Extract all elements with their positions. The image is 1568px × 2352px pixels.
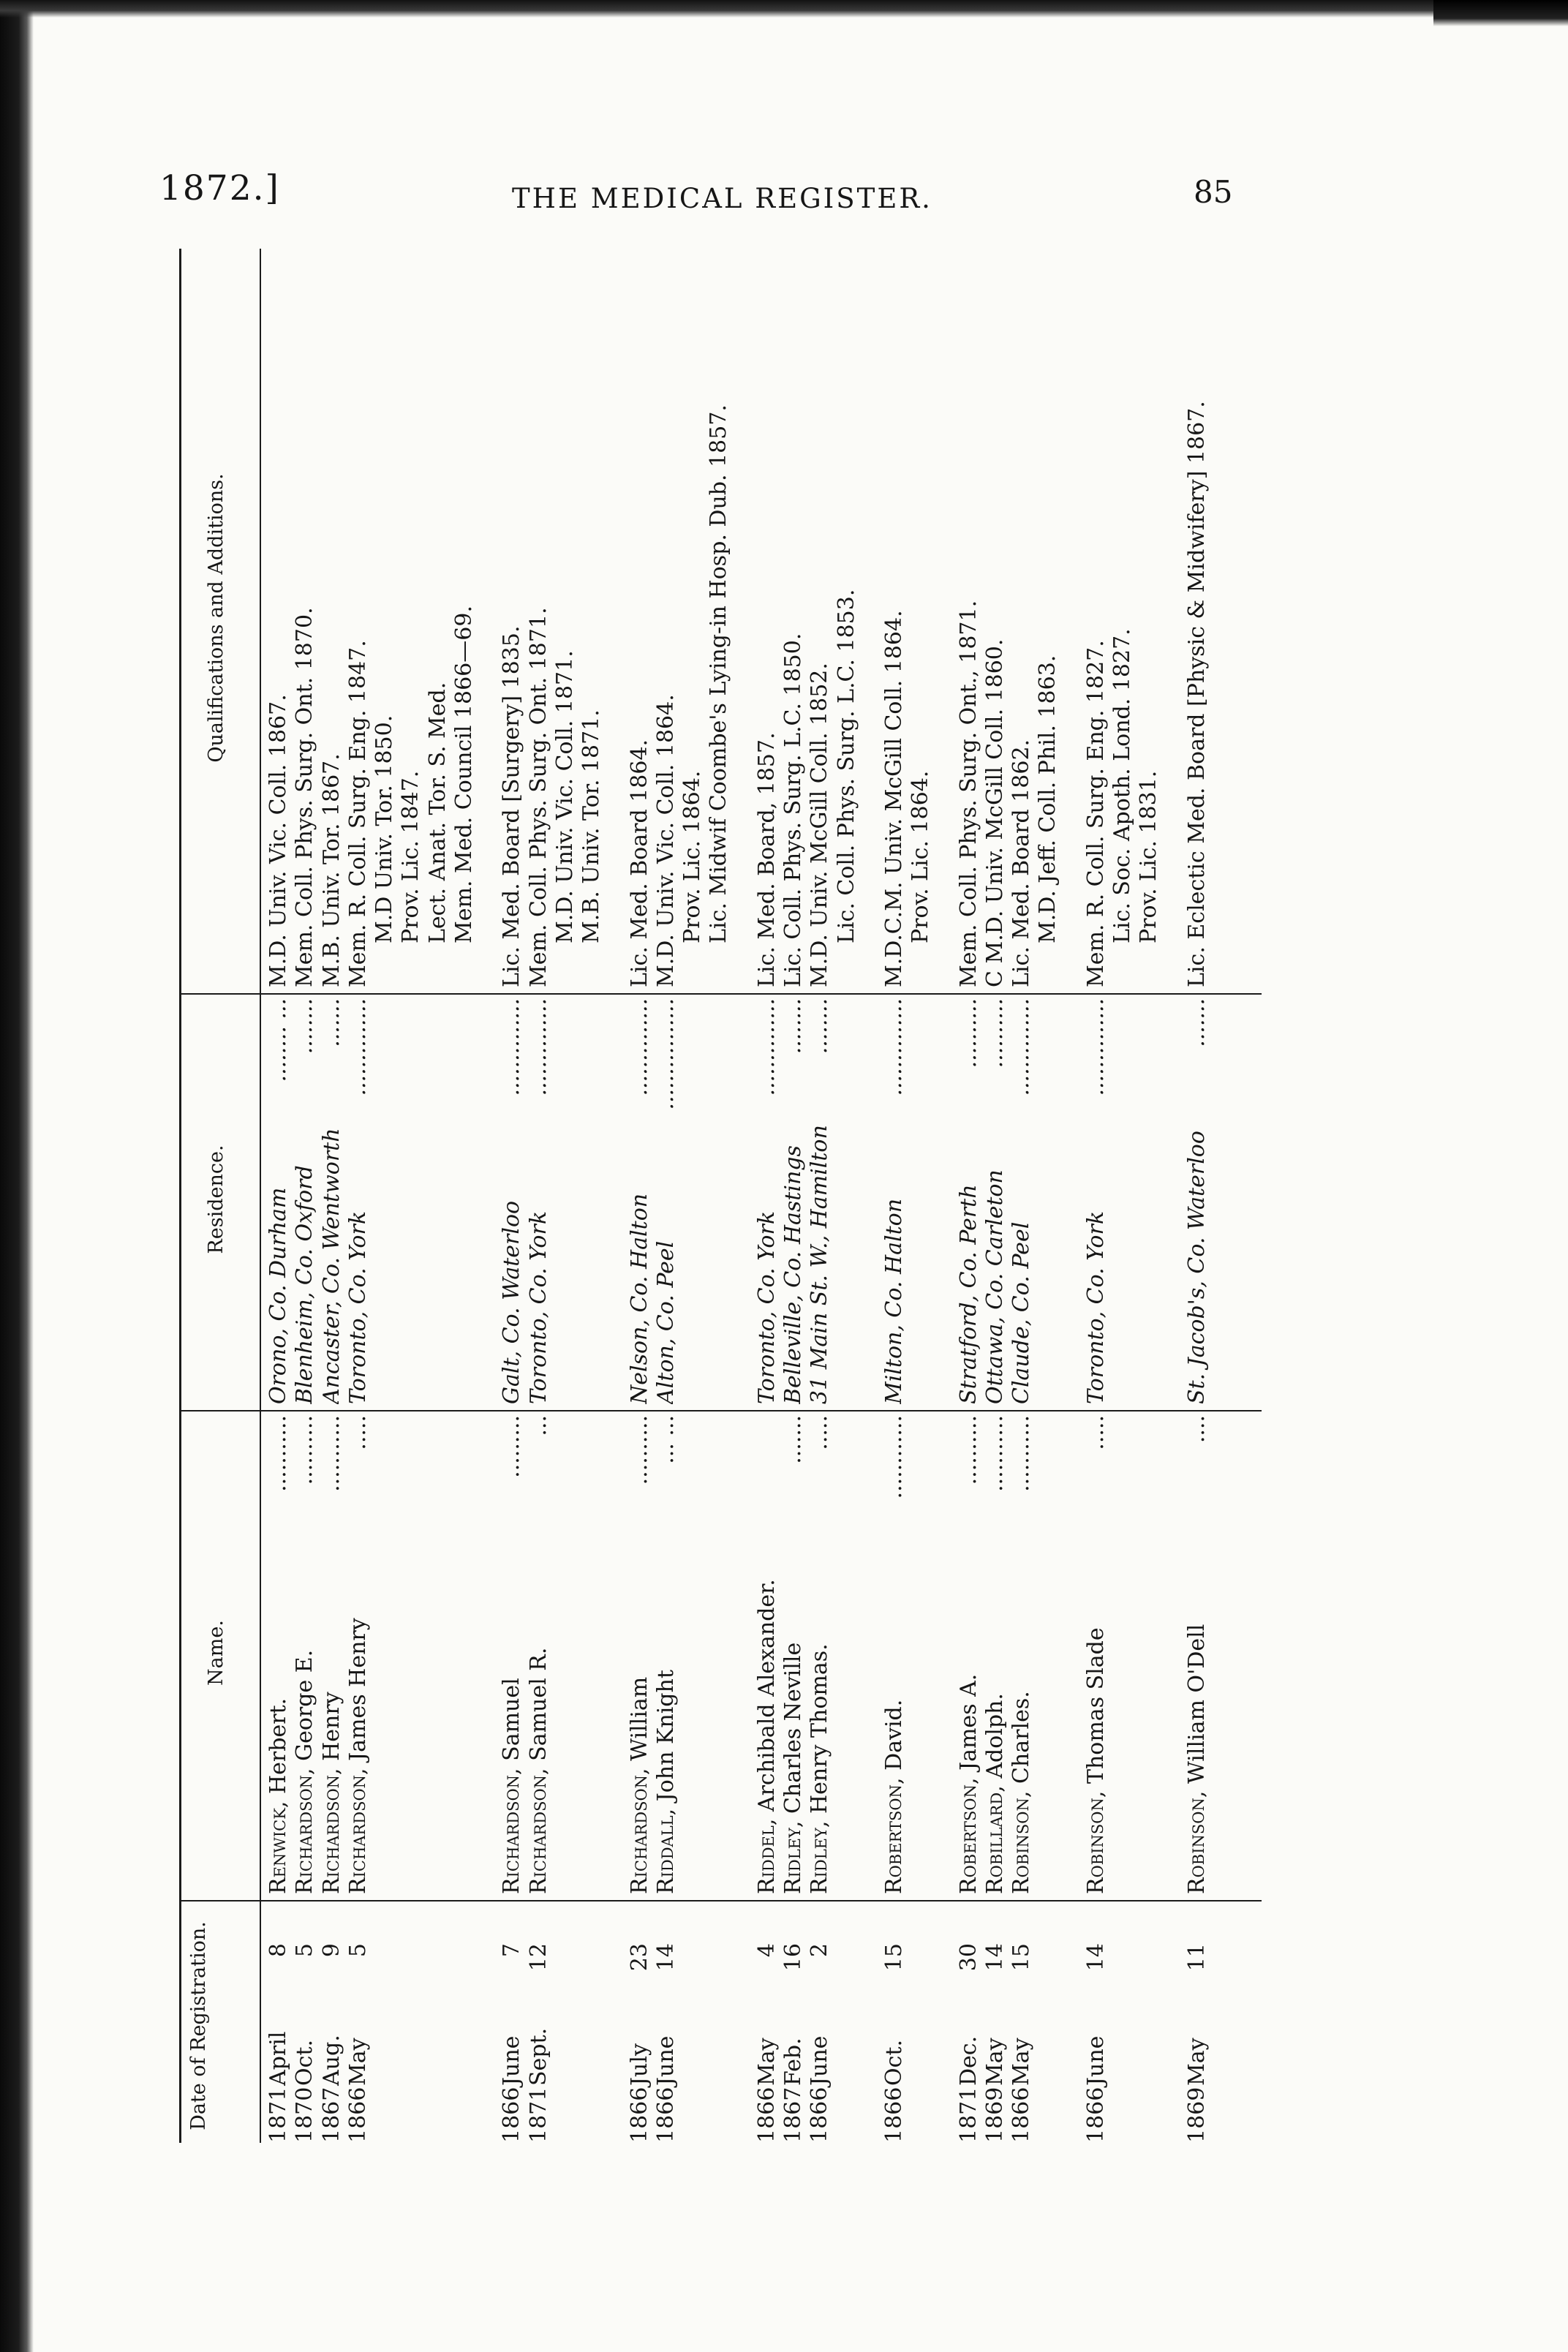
given-names: Charles. [1009,1691,1035,1784]
qualification: M.B. Univ. Tor. 1871. [578,709,605,943]
registration-day: 16 [780,1943,807,1972]
row-line [706,249,732,2143]
registration-month: May [1009,2038,1035,2086]
qualification: M.D. Univ. Vic. Coll. 1871. [551,650,578,943]
row-line [345,249,372,2143]
given-names: Herbert. [265,1697,291,1794]
registration-date [956,1909,982,2143]
practitioner-name [780,1415,807,1894]
table-row [1184,249,1210,2143]
surname: Ridley, [780,1820,807,1894]
residence-text: Toronto, Co. York [1082,1211,1109,1404]
registration-year: 1867 [780,2087,807,2143]
residence [1184,998,1210,1404]
qualification: Lic. Midwif Coombe's Lying-in Hosp. Dub. 1857. [706,404,732,943]
dot-leader: ............ [881,1415,907,1499]
residence-text: Ancaster, Co. Wentworth [318,1128,344,1404]
row-line [552,249,578,2143]
row-line [834,249,860,2143]
registration-year: 1867 [318,2087,344,2143]
residence [982,998,1009,1404]
residence-text: Claude, Co. Peel [1009,1221,1035,1404]
residence-text: Galt, Co. Waterloo [499,1200,525,1404]
registration-day: 11 [1183,1943,1210,1972]
row-line [780,249,807,2143]
registration-month: May [981,2038,1008,2086]
qualification: Lic. Eclectic Med. Board [Physic & Midwifery] 1867. [1183,401,1210,987]
dot-leader: .......... [626,1415,652,1485]
dot-leader: ..... [1082,1415,1109,1450]
residence [956,998,982,1404]
practitioner-name [319,1415,345,1894]
qualification: M.D. Univ. Vic. Coll. 1864. [652,694,679,987]
group-gap [606,249,627,2143]
residence-text: Belleville, Co. Hastings [780,1145,807,1404]
surname: Robinson, [1183,1790,1210,1894]
table-body [265,249,1210,2143]
row-line [292,249,318,2143]
surname: Richardson, [292,1768,318,1894]
registration-day: 5 [344,1943,371,1958]
scan-dark-margin-left [0,0,34,2352]
registration-date [1009,1909,1035,2143]
row-line [1035,249,1061,2143]
running-head-title: THE MEDICAL REGISTER. [512,183,932,214]
table-row [780,249,807,2143]
registration-day: 14 [981,1943,1008,1972]
residence-text: Stratford, Co. Perth [955,1184,981,1404]
row-line [807,249,833,2143]
registration-month: June [652,2035,679,2086]
table-row [345,249,478,2143]
registration-day: 14 [1082,1943,1109,1972]
dot-leader: .......... [955,1415,981,1485]
dot-leader: ........ [807,998,833,1055]
registration-day: 14 [652,1943,679,1972]
dot-leader: .............. [1009,998,1035,1096]
qualification: Lic. Med. Board, 1857. [753,732,780,987]
registration-year: 1866 [652,2087,679,2143]
residence-text: Ottawa, Co. Carleton [981,1169,1008,1404]
residence [526,998,552,1404]
registration-date [345,1909,372,2143]
registration-month: June [1082,2035,1109,2086]
practitioner-name [982,1415,1009,1894]
registration-date [881,1909,908,2143]
registration-year: 1866 [1009,2087,1035,2143]
registration-date [526,1909,552,2143]
table-row [499,249,525,2143]
registration-year: 1866 [344,2087,371,2143]
row-line [1009,249,1035,2143]
group-gap [478,249,499,2143]
surname: Robertson, [881,1777,907,1894]
qualification: Lect. Anat. Tor. S. Med. [424,682,451,943]
registration-day: 7 [499,1943,525,1958]
table-row [754,249,780,2143]
registration-date [653,1909,679,2143]
surname: Richardson, [525,1768,551,1894]
registration-year: 1866 [1082,2087,1109,2143]
registration-month: Oct. [881,2040,907,2086]
dot-leader: ....... [318,998,344,1047]
row-line [1184,249,1210,2143]
row-line [908,249,934,2143]
row-line [451,249,478,2143]
residence [292,998,318,1404]
given-names: William O'Dell [1183,1624,1210,1784]
surname: Richardson, [318,1768,344,1894]
row-line [881,249,908,2143]
row-line [956,249,982,2143]
table-header-rule [260,249,261,2143]
registration-date [292,1909,318,2143]
table-row [1009,249,1062,2143]
practitioner-name [1009,1415,1035,1894]
given-names: David. [881,1699,907,1771]
practitioner-name [265,1415,292,1894]
practitioner-name [345,1415,372,1894]
qualification: Prov. Lic. 1864. [908,770,934,943]
row-line [1136,249,1162,2143]
given-names: Samuel [499,1678,525,1761]
qualification: C M.D. Univ. McGill Coll. 1860. [981,638,1008,987]
column-header-name: Name. [205,1620,227,1686]
qualification: Lic. Coll. Phys. Surg. L.C. 1850. [780,633,807,987]
group-gap [935,249,956,2143]
residence [319,998,345,1404]
dot-leader: .......... [955,998,981,1068]
given-names: Thomas Slade [1082,1627,1109,1784]
registration-day: 8 [265,1943,291,1958]
given-names: George E. [292,1649,318,1761]
qualification: M.D.C.M. Univ. McGill Coll. 1864. [881,610,907,987]
dot-leader: ........... [265,1415,291,1492]
registration-year: 1869 [981,2087,1008,2143]
group-gap [1163,249,1184,2143]
residence-text: Milton, Co. Halton [881,1198,907,1404]
row-line [372,249,398,2143]
registration-month: Aug. [318,2035,344,2086]
dot-leader: ... [525,1415,551,1436]
qualification: Lic. Med. Board 1864. [626,739,652,987]
registration-month: April [265,2031,291,2086]
dot-leader: ....... [1183,998,1210,1047]
registration-month: May [1183,2038,1210,2086]
row-line [526,249,552,2143]
qualification: Lic. Soc. Apoth. Lond. 1827. [1109,628,1136,943]
registration-month: July [626,2043,652,2086]
practitioner-name [956,1415,982,1894]
residence [653,998,679,1404]
residence-text: Toronto, Co. York [525,1211,551,1404]
surname: Robinson, [1082,1790,1109,1894]
dot-leader: .......... [981,998,1008,1068]
registration-year: 1870 [292,2087,318,2143]
registration-day: 4 [753,1943,780,1958]
given-names: Archibald Alexander. [753,1579,780,1812]
dot-leader: .... [1183,1415,1210,1444]
residence [754,998,780,1404]
column-header-qualifications: Qualifications and Additions. [205,473,227,763]
given-names: James Henry [344,1618,371,1761]
practitioner-name [292,1415,318,1894]
row-line [1083,249,1109,2143]
dot-leader: .............. [753,998,780,1096]
residence-text: Nelson, Co. Halton [626,1193,652,1404]
column-header-residence: Residence. [205,1145,227,1254]
table-row [956,249,982,2143]
registration-day: 5 [292,1943,318,1958]
qualification: M.D. Univ. Vic. Coll. 1867. [265,694,291,987]
surname: Richardson, [344,1768,371,1894]
registration-day: 2 [807,1943,833,1958]
qualification: Prov. Lic. 1864. [679,770,706,943]
surname: Richardson, [626,1768,652,1894]
qualification: Lic. Med. Board 1862. [1009,739,1035,987]
register-table [179,249,1262,2143]
scan-dark-corner [1433,0,1568,26]
registration-year: 1871 [525,2087,551,2143]
registration-date [319,1909,345,2143]
group-gap [860,249,881,2143]
surname: Ridley, [807,1820,833,1894]
practitioner-name [499,1415,525,1894]
qualification: Prov. Lic. 1831. [1136,770,1162,943]
row-line [499,249,525,2143]
registration-month: May [753,2038,780,2086]
surname: Richardson, [499,1768,525,1894]
practitioner-name [881,1415,908,1894]
registration-year: 1866 [881,2087,907,2143]
residence-text: Toronto, Co. York [753,1211,780,1404]
registration-year: 1866 [499,2087,525,2143]
given-names: Henry [318,1692,344,1761]
residence [780,998,807,1404]
registration-date [627,1909,653,2143]
practitioner-name [1184,1415,1210,1894]
column-header-date: Date of Registration. [187,1921,210,2130]
residence [1009,998,1035,1404]
row-line [265,249,292,2143]
dot-leader: ......... [499,1415,525,1478]
dot-leader: ........... [318,1415,344,1492]
registration-month: Oct. [292,2040,318,2086]
registration-month: June [499,2035,525,2086]
qualification: Mem. R. Coll. Surg. Eng. 1847. [344,640,371,987]
registration-day: 12 [525,1943,551,1972]
given-names: Samuel R. [525,1647,551,1761]
surname: Robillard, [981,1785,1008,1894]
row-line [754,249,780,2143]
given-names: William [626,1676,652,1761]
dot-leader: .............. [499,998,525,1096]
table-top-rule [179,249,181,2143]
dot-leader: ........ ... [265,998,291,1082]
scan-dark-margin-top [0,0,1568,18]
row-line [653,249,679,2143]
surname: Robertson, [955,1777,981,1894]
qualification: Mem. Coll. Phys. Surg. Ont., 1871. [955,600,981,987]
given-names: Henry Thomas. [807,1643,833,1814]
row-line [319,249,345,2143]
surname: Riddall, [652,1808,679,1894]
surname: Robinson, [1009,1790,1035,1894]
qualification: Mem. Med. Council 1866—69. [451,606,478,943]
dot-leader: ........... [1009,1415,1035,1492]
qualification: Lic. Med. Board [Surgery] 1835. [499,625,525,987]
table-row [265,249,292,2143]
dot-leader: ... ... [652,1415,679,1464]
dot-leader: .............. [1082,998,1109,1096]
residence-text: Toronto, Co. York [344,1211,371,1404]
table-row [982,249,1009,2143]
group-gap [733,249,754,2143]
registration-year: 1866 [626,2087,652,2143]
residence [807,998,833,1404]
residence-text: Blenheim, Co. Oxford [292,1165,318,1404]
registration-month: Dec. [955,2035,981,2086]
registration-month: Feb. [780,2038,807,2086]
practitioner-name [807,1415,833,1894]
registration-month: June [807,2035,833,2086]
table-row [627,249,653,2143]
practitioner-name [754,1415,780,1894]
qualification: M.D. Jeff. Coll. Phil. 1863. [1035,655,1061,943]
registration-date [1083,1909,1109,2143]
registration-day: 15 [1009,1943,1035,1972]
given-names: Charles Neville [780,1642,807,1814]
dot-leader: .......... [292,1415,318,1485]
table-row [807,249,860,2143]
registration-month: Sept. [525,2027,551,2086]
dot-leader: ..... [344,1415,371,1450]
row-line [679,249,706,2143]
registration-date [265,1909,292,2143]
practitioner-name [627,1415,653,1894]
registration-year: 1871 [955,2087,981,2143]
registration-date [1184,1909,1210,2143]
qualification: M.B. Univ. Tor. 1867. [318,753,344,987]
practitioner-name [1083,1415,1109,1894]
page-number: 85 [1194,174,1233,210]
residence [881,998,908,1404]
registration-date [780,1909,807,2143]
registration-day: 23 [626,1943,652,1972]
given-names: John Knight [652,1670,679,1802]
qualification: M.D. Univ. McGill Coll. 1852. [807,663,833,987]
table-row [526,249,606,2143]
dot-leader: .............. [344,998,371,1096]
registration-day: 15 [881,1943,907,1972]
residence-text: St. Jacob's, Co. Waterloo [1183,1131,1210,1404]
dot-leader: ....... [780,1415,807,1464]
residence [265,998,292,1404]
qualification: Prov. Lic. 1847. [398,770,424,943]
residence-text: Orono, Co. Durham [265,1187,291,1404]
dot-leader: ........ [780,998,807,1055]
dot-leader: .............. [881,998,907,1096]
row-line [627,249,653,2143]
qualification: Mem. Coll. Phys. Surg. Ont. 1870. [292,607,318,987]
dot-leader: ........ [292,998,318,1055]
practitioner-name [653,1415,679,1894]
given-names: James A. [955,1673,981,1771]
dot-leader: .............. [626,998,652,1096]
table-row [881,249,935,2143]
qualification: Mem. R. Coll. Surg. Eng. 1827. [1082,640,1109,987]
registration-month: May [344,2038,371,2086]
practitioner-name [526,1415,552,1894]
surname: Renwick, [265,1801,291,1894]
table-row [1083,249,1163,2143]
dot-leader: ........... [981,1415,1008,1492]
table-row [292,249,318,2143]
residence [627,998,653,1404]
qualification: M.D Univ. Tor. 1850. [372,715,398,943]
row-line [982,249,1009,2143]
registration-day: 30 [955,1943,981,1972]
qualification: Mem. Coll. Phys. Surg. Ont. 1871. [525,607,551,987]
residence [499,998,525,1404]
registration-year: 1869 [1183,2087,1210,2143]
dot-leader: .............. [525,998,551,1096]
registration-date [754,1909,780,2143]
row-line [1109,249,1136,2143]
dot-leader: ..... [807,1415,833,1450]
registration-year: 1866 [807,2087,833,2143]
given-names: Adolph. [981,1693,1008,1779]
table-row [653,249,733,2143]
surname: Riddel, [753,1818,780,1894]
residence-text: Alton, Co. Peel [652,1240,679,1404]
qualification: Lic. Coll. Phys. Surg. L.C. 1853. [833,589,859,943]
row-line [398,249,424,2143]
registration-year: 1866 [753,2087,780,2143]
registration-date [982,1909,1009,2143]
row-line [425,249,451,2143]
residence-text: 31 Main St. W., Hamilton [807,1125,833,1404]
row-line [578,249,605,2143]
residence [345,998,372,1404]
table-row [319,249,345,2143]
dot-leader: ................ [652,998,679,1110]
running-head-year: 1872.] [159,168,280,208]
registration-day: 9 [318,1943,344,1958]
registration-date [499,1909,525,2143]
group-gap [1062,249,1083,2143]
residence [1083,998,1109,1404]
registration-year: 1871 [265,2087,291,2143]
registration-date [807,1909,833,2143]
